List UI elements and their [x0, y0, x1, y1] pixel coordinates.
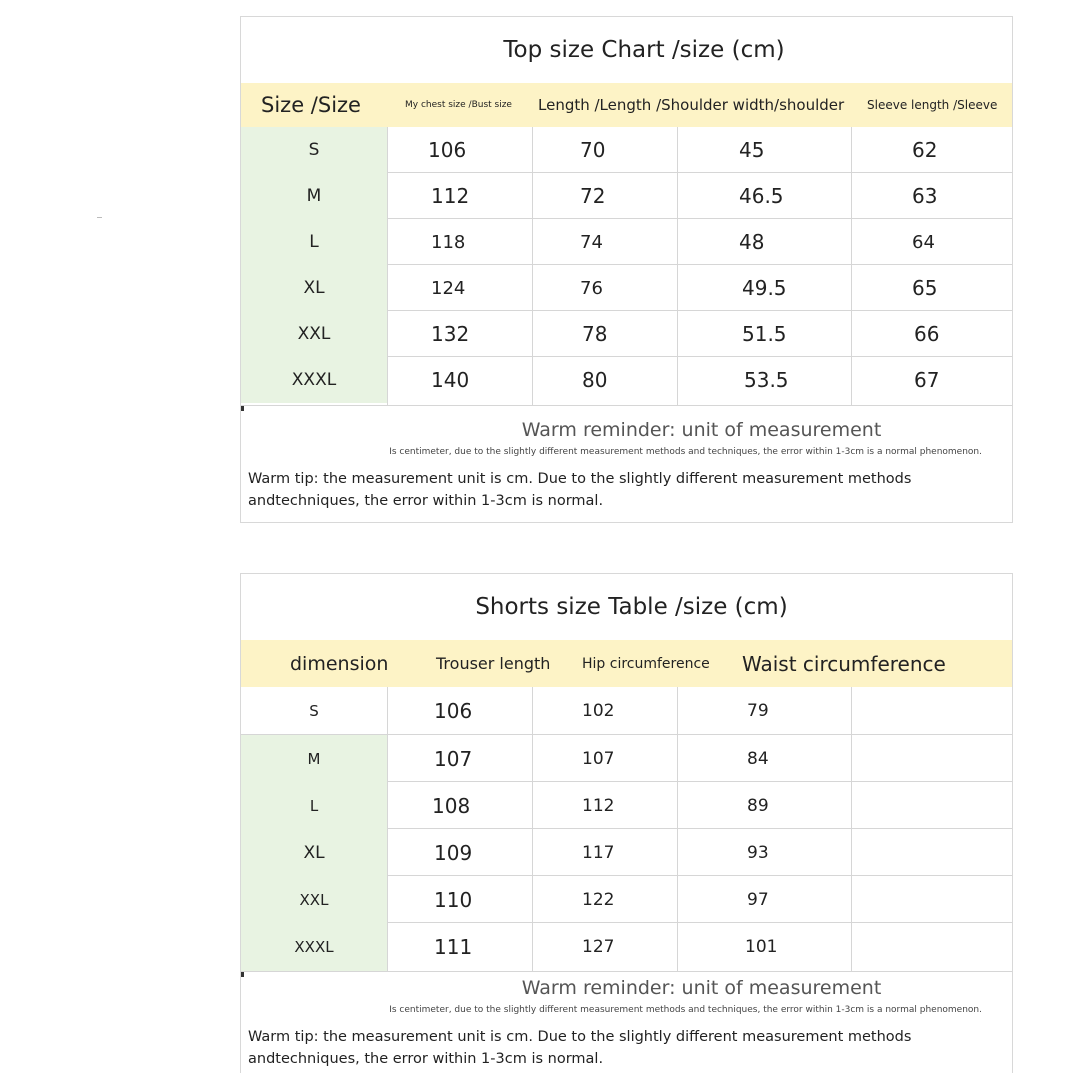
- header-waist: Waist circumference: [742, 651, 946, 676]
- chest-cell: 106: [428, 138, 467, 162]
- length-cell: 72: [580, 184, 606, 208]
- column-divider: [677, 687, 678, 971]
- column-divider: [532, 127, 533, 405]
- header-hip: Hip circumference: [582, 655, 710, 672]
- waist-cell: 79: [747, 701, 769, 721]
- chest-cell: 118: [431, 231, 466, 253]
- stray-mark: [97, 217, 102, 218]
- trouser-cell: 111: [434, 935, 473, 959]
- waist-cell: 84: [747, 748, 769, 769]
- sleeve-cell: 65: [912, 276, 938, 300]
- reminder-subtext: Is centimeter, due to the slightly different measurement methods and techniques, the error within 1-3cm is a normal phenomenon.: [389, 1005, 982, 1015]
- size-cell: L: [241, 782, 387, 829]
- shoulder-cell: 53.5: [744, 368, 789, 392]
- hip-cell: 112: [582, 795, 615, 816]
- hip-cell: 102: [582, 701, 615, 721]
- table-row: [241, 127, 1012, 173]
- shorts-chart-header: [241, 640, 1012, 687]
- table-row: [241, 219, 1012, 265]
- chest-cell: 140: [431, 368, 470, 392]
- corner-mark: [241, 406, 244, 411]
- shoulder-cell: 48: [739, 230, 765, 254]
- table-bottom-line: [241, 405, 1012, 406]
- reminder-title: Warm reminder: unit of measurement: [521, 977, 882, 999]
- header-chest: My chest size /Bust size: [405, 100, 512, 110]
- chest-cell: 132: [431, 322, 470, 346]
- table-row: [241, 782, 1012, 829]
- column-divider: [851, 687, 852, 971]
- warm-tip: Warm tip: the measurement unit is cm. Due to the slightly different measurement methods andtechniques, the error within 1-3cm is normal.: [248, 471, 912, 509]
- table-row: [241, 829, 1012, 876]
- column-divider: [387, 127, 388, 405]
- chest-cell: 112: [431, 184, 470, 208]
- top-chart-header: [241, 83, 1012, 127]
- waist-cell: 101: [745, 937, 778, 957]
- reminder-subtext: Is centimeter, due to the slightly different measurement methods and techniques, the error within 1-3cm is a normal phenomenon.: [389, 447, 982, 457]
- sleeve-cell: 66: [914, 322, 940, 346]
- trouser-cell: 109: [434, 840, 473, 865]
- sleeve-cell: 67: [914, 368, 940, 392]
- top-chart-title: Top size Chart /size (cm): [503, 37, 785, 63]
- hip-cell: 107: [582, 748, 615, 769]
- shoulder-cell: 46.5: [739, 184, 784, 208]
- length-cell: 76: [580, 277, 603, 299]
- header-length-shoulder: Length /Length /Shoulder width/shoulder: [538, 96, 845, 114]
- trouser-cell: 107: [434, 746, 473, 771]
- size-cell: XXL: [241, 876, 387, 923]
- shorts-chart-title: Shorts size Table /size (cm): [475, 594, 788, 620]
- size-cell: XL: [241, 265, 387, 311]
- length-cell: 80: [582, 368, 608, 392]
- table-row: [241, 687, 1012, 735]
- size-cell: S: [309, 702, 319, 720]
- table-row: [241, 265, 1012, 311]
- hip-cell: 117: [582, 842, 615, 863]
- column-divider: [387, 687, 388, 971]
- length-cell: 70: [580, 138, 606, 162]
- shoulder-cell: 45: [739, 138, 765, 162]
- length-cell: 78: [582, 322, 608, 346]
- warm-tip: Warm tip: the measurement unit is cm. Due to the slightly different measurement methods andtechniques, the error within 1-3cm is normal.: [248, 1029, 912, 1067]
- table-row: [241, 876, 1012, 923]
- shoulder-cell: 51.5: [742, 322, 787, 346]
- waist-cell: 93: [747, 842, 769, 863]
- trouser-cell: 106: [434, 699, 473, 723]
- trouser-cell: 108: [432, 793, 471, 818]
- shorts-size-table: [240, 573, 1013, 1073]
- size-cell: XXXL: [241, 357, 387, 403]
- table-row: [241, 357, 1012, 403]
- column-divider: [532, 687, 533, 971]
- table-row: [241, 311, 1012, 357]
- waist-cell: 97: [747, 889, 769, 910]
- hip-cell: 127: [582, 937, 615, 957]
- hip-cell: 122: [582, 889, 615, 910]
- size-cell: XL: [241, 829, 387, 876]
- chest-cell: 124: [431, 277, 466, 299]
- table-row: [241, 923, 1012, 971]
- shoulder-cell: 49.5: [742, 276, 787, 300]
- trouser-cell: 110: [434, 887, 473, 912]
- column-divider: [851, 127, 852, 405]
- header-sleeve: Sleeve length /Sleeve: [867, 98, 998, 112]
- table-row: [241, 173, 1012, 219]
- sleeve-cell: 63: [912, 184, 938, 208]
- table-bottom-line: [241, 971, 1012, 972]
- size-cell: L: [241, 219, 387, 265]
- length-cell: 74: [580, 231, 603, 253]
- header-trouser: Trouser length: [436, 654, 551, 673]
- size-cell: XXXL: [241, 923, 387, 971]
- waist-cell: 89: [747, 795, 769, 816]
- reminder-title: Warm reminder: unit of measurement: [521, 419, 882, 441]
- size-cell: M: [241, 173, 387, 219]
- size-cell: M: [241, 735, 387, 782]
- column-divider: [677, 127, 678, 405]
- table-row: [241, 735, 1012, 782]
- header-size: Size /Size: [261, 93, 361, 117]
- size-cell: XXL: [241, 311, 387, 357]
- sleeve-cell: 64: [912, 231, 935, 253]
- header-dimension: dimension: [290, 652, 389, 675]
- size-cell: S: [241, 127, 387, 173]
- sleeve-cell: 62: [912, 138, 938, 162]
- top-size-chart: [240, 16, 1013, 523]
